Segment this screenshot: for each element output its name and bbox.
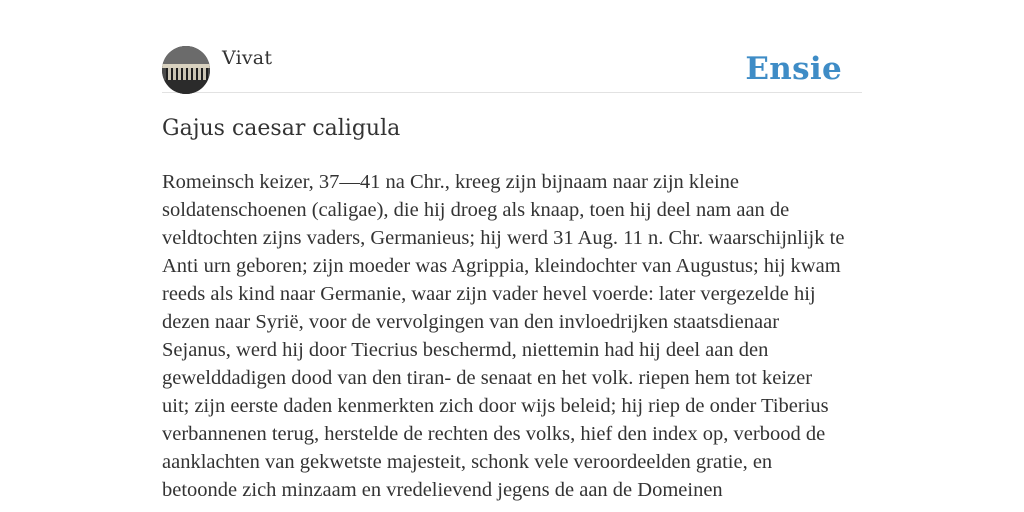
article-text-line: Romeinsch keizer, 37—41 na Chr., kreeg zijn bijnaam naar zijn kleine (162, 171, 739, 193)
author-avatar[interactable] (162, 46, 210, 94)
article-text-line: Sejanus, werd hij door Tiecrius beschermd, niettemin had hij deel aan den (162, 339, 769, 361)
article-text-line: verbannenen terug, herstelde de rechten des volks, hief den index op, verbood de (162, 423, 826, 445)
article-text-line: dezen naar Syrië, voor de vervolgingen van den invloedrijken staatsdienaar (162, 311, 780, 333)
article-body (162, 168, 862, 504)
article-text-line: soldatenschoenen (caligae), die hij droeg als knaap, toen hij deel nam aan de (162, 199, 790, 221)
page-header (162, 46, 862, 93)
site-logo[interactable]: Ensie (745, 51, 842, 87)
article-title: Gajus caesar caligula (162, 116, 401, 141)
author-name[interactable]: Vivat (222, 47, 273, 69)
article-text-line: gewelddadigen dood van den tiran- de senaat en het volk. riepen hem tot keizer (162, 367, 813, 389)
article-text-line: veldtochten zijns vaders, Germanieus; hij werd 31 Aug. 11 n. Chr. waarschijnlijk te (162, 227, 845, 249)
article-text-line: Anti urn geboren; zijn moeder was Agrippia, kleindochter van Augustus; hij kwam (162, 255, 841, 277)
avatar-image (162, 46, 210, 94)
article-text-line: reeds als kind naar Germanie, waar zijn vader hevel voerde: later vergezelde hij (162, 283, 816, 305)
article-text-line: uit; zijn eerste daden kenmerkten zich door wijs beleid; hij riep de onder Tiberius (162, 395, 829, 417)
article-text-line: betoonde zich minzaam en vredelievend jegens de aan de Domeinen (162, 479, 723, 501)
article-text-line: aanklachten van gekwetste majesteit, schonk vele veroordeelden gratie, en (162, 451, 773, 473)
